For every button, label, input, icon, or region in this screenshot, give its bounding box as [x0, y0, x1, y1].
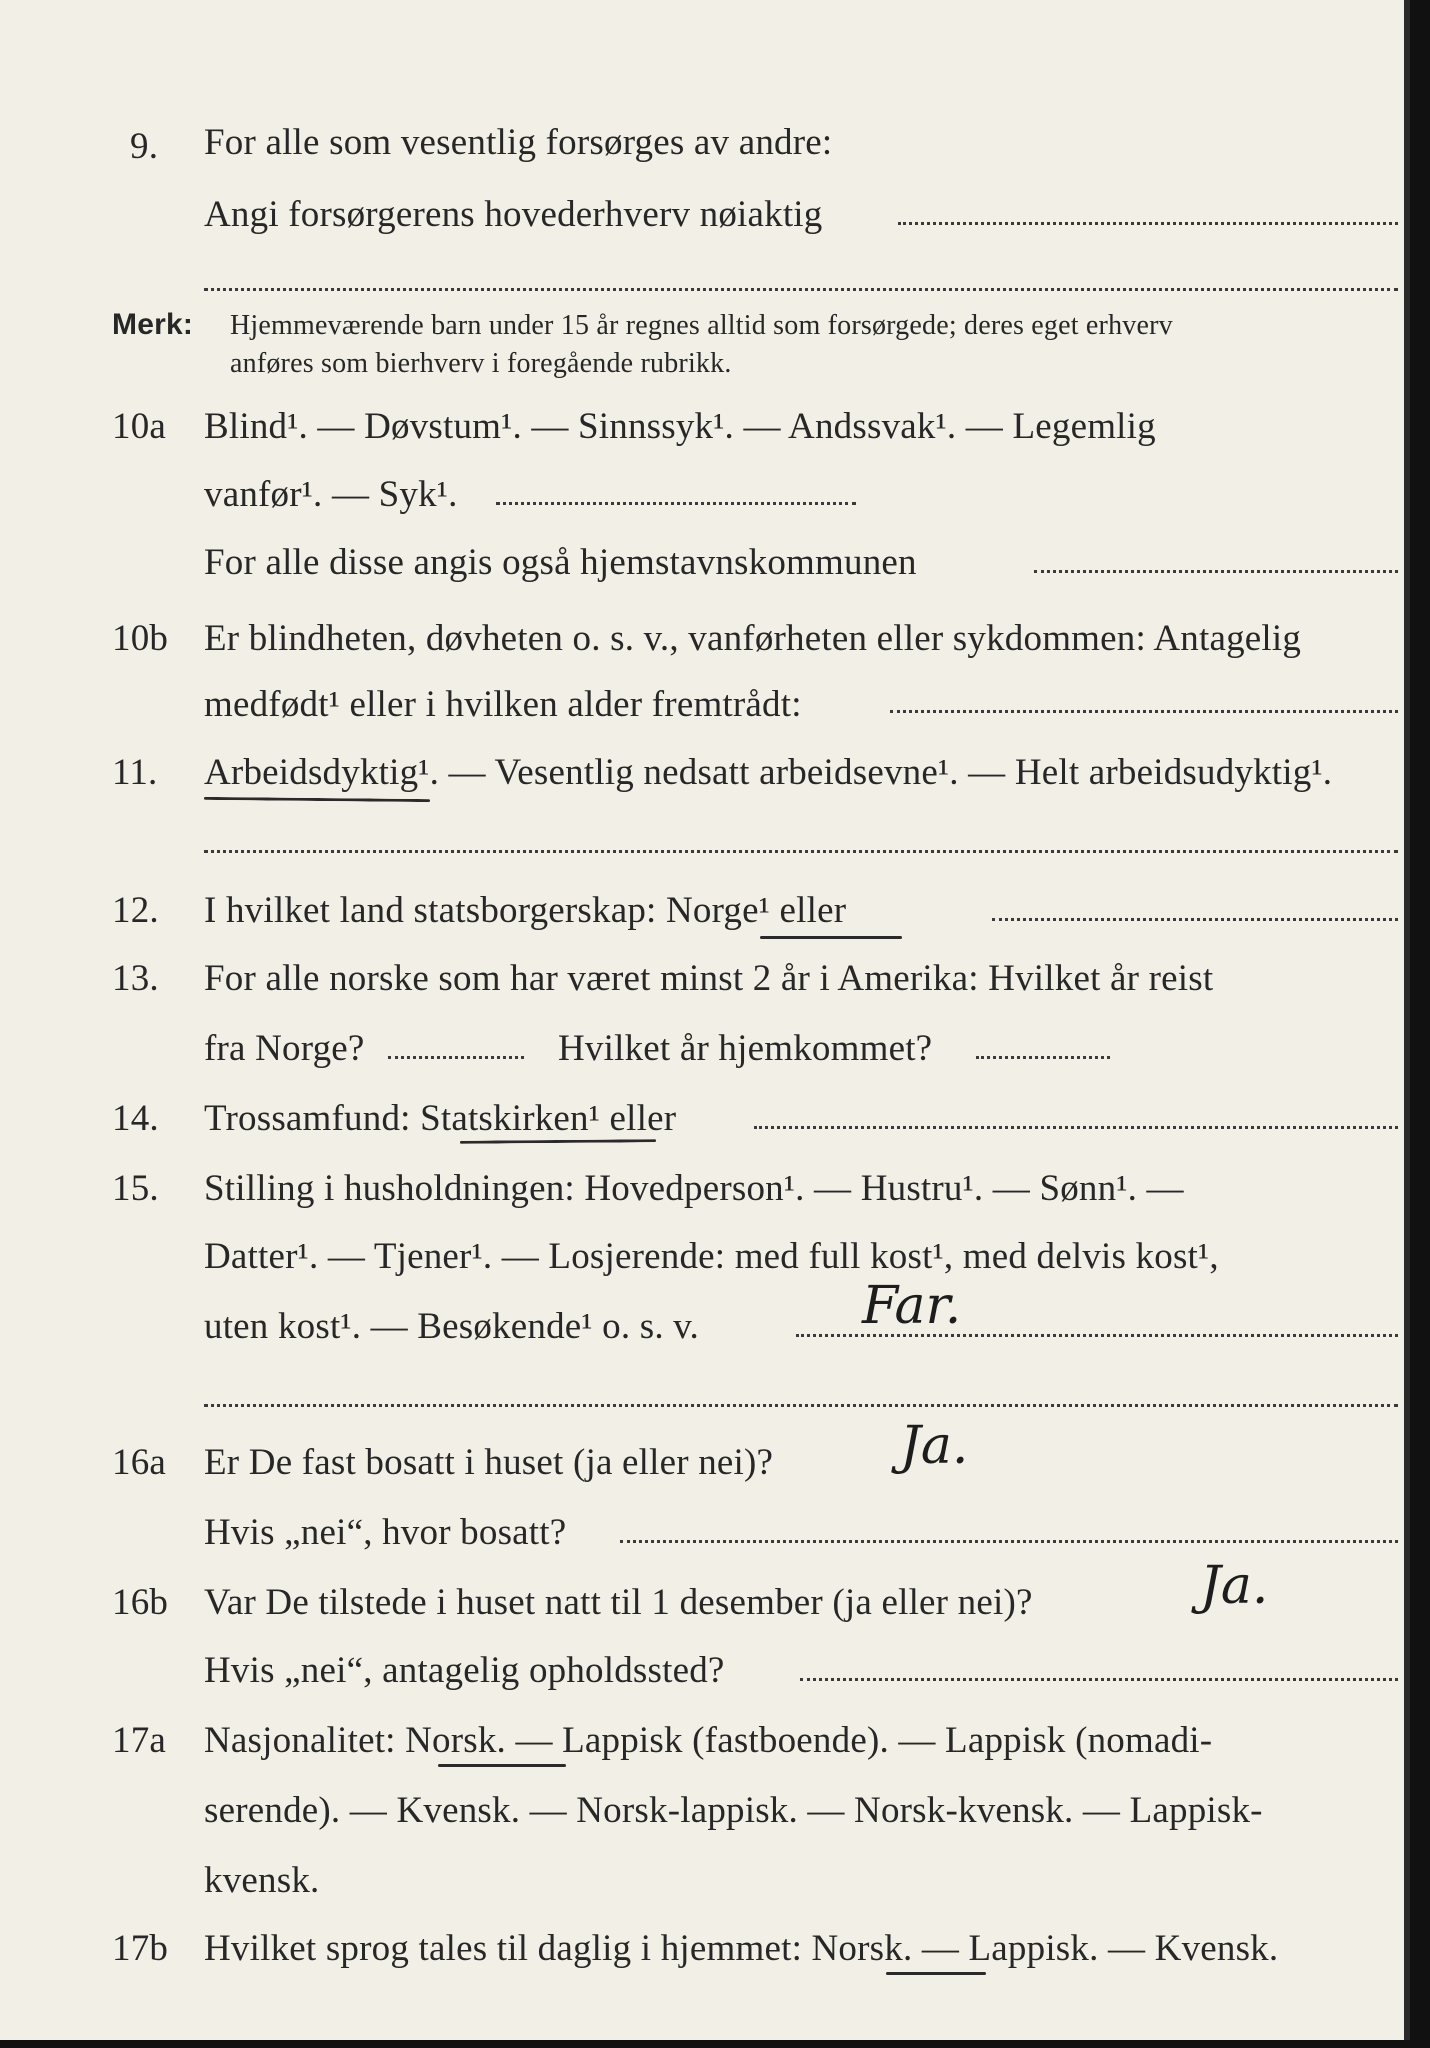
- row-17a-number: 17a: [112, 1720, 167, 1761]
- merk-line1: Hjemmeværende barn under 15 år regnes alltid som forsørgede; deres eget erhverv: [230, 310, 1173, 341]
- row-11-answer-line[interactable]: [204, 850, 1398, 853]
- row-10a-line1: Blind¹. — Døvstum¹. — Sinnssyk¹. — Andssvak¹. — Legemlig: [204, 406, 1156, 447]
- row-10a-answer-line[interactable]: [496, 502, 856, 505]
- row-9-number: 9.: [130, 126, 159, 167]
- row-11-underline-arbeidsdyktig: [204, 797, 430, 802]
- row-12-answer-line[interactable]: [992, 918, 1398, 921]
- row-15-line2: Datter¹. — Tjener¹. — Losjerende: med full kost¹, med delvis kost¹,: [204, 1236, 1219, 1277]
- row-13-number: 13.: [112, 958, 159, 999]
- row-14-line1: Trossamfund: Statskirken¹ eller: [204, 1098, 677, 1139]
- row-10b-answer-line[interactable]: [890, 710, 1398, 713]
- row-15-number: 15.: [112, 1168, 159, 1209]
- row-16a-handwritten-answer: Ja.: [900, 1416, 969, 1476]
- row-16b-handwritten-answer: Ja.: [1200, 1556, 1269, 1616]
- row-16b-answer-line[interactable]: [800, 1678, 1398, 1681]
- row-14-underline-statskirken: [460, 1139, 656, 1144]
- row-10a-line3: For alle disse angis også hjemstavnskommunen: [204, 542, 917, 583]
- row-16b-line1: Var De tilstede i huset natt til 1 desember (ja eller nei)?: [204, 1582, 1033, 1623]
- row-12-line1: I hvilket land statsborgerskap: Norge¹ eller: [204, 890, 847, 931]
- row-13-year-returned-line[interactable]: [976, 1056, 1110, 1059]
- row-10a-municipality-line[interactable]: [1034, 570, 1398, 573]
- row-11-line1: Arbeidsdyktig¹. — Vesentlig nedsatt arbeidsevne¹. — Helt arbeidsudyktig¹.: [204, 752, 1333, 793]
- row-16a-answer-line[interactable]: [620, 1540, 1398, 1543]
- merk-label: Merk:: [112, 308, 194, 341]
- row-16a-line2: Hvis „nei“, hvor bosatt?: [204, 1512, 567, 1553]
- row-15-line3: uten kost¹. — Besøkende¹ o. s. v.: [204, 1306, 700, 1347]
- row-16b-number: 16b: [112, 1582, 169, 1623]
- row-9-answer-line-2[interactable]: [204, 288, 1398, 291]
- row-15-line1: Stilling i husholdningen: Hovedperson¹. — Hustru¹. — Sønn¹. —: [204, 1168, 1184, 1209]
- row-17a-underline-norsk: [438, 1764, 566, 1767]
- row-14-answer-line[interactable]: [754, 1126, 1398, 1129]
- row-9-answer-line[interactable]: [898, 222, 1398, 225]
- row-16a-line1: Er De fast bosatt i huset (ja eller nei)?: [204, 1442, 774, 1483]
- row-17a-line1: Nasjonalitet: Norsk. — Lappisk (fastboende). — Lappisk (nomadi-: [204, 1720, 1213, 1761]
- row-9-line2: Angi forsørgerens hovederhverv nøiaktig: [204, 194, 823, 235]
- row-9-line1: For alle som vesentlig forsørges av andre:: [204, 122, 833, 163]
- row-17b-underline-norsk: [886, 1972, 986, 1975]
- row-10a-number: 10a: [112, 406, 167, 447]
- row-17a-line2: serende). — Kvensk. — Norsk-lappisk. — Norsk-kvensk. — Lappisk-: [204, 1790, 1263, 1831]
- row-12-number: 12.: [112, 890, 159, 931]
- row-14-number: 14.: [112, 1098, 159, 1139]
- row-10b-line1: Er blindheten, døvheten o. s. v., vanførheten eller sykdommen: Antagelig: [204, 618, 1302, 659]
- row-16b-line2: Hvis „nei“, antagelig opholdssted?: [204, 1650, 725, 1691]
- row-10b-line2: medfødt¹ eller i hvilken alder fremtrådt:: [204, 684, 802, 725]
- row-11-number: 11.: [112, 752, 158, 793]
- row-10b-number: 10b: [112, 618, 169, 659]
- row-16a-number: 16a: [112, 1442, 167, 1483]
- row-15-handwritten-answer: Far.: [862, 1276, 962, 1336]
- row-13-line2b: Hvilket år hjemkommet?: [558, 1028, 933, 1069]
- row-15-answer-line-2[interactable]: [204, 1404, 1398, 1407]
- row-13-line1: For alle norske som har været minst 2 år i Amerika: Hvilket år reist: [204, 958, 1214, 999]
- row-10a-line2: vanfør¹. — Syk¹.: [204, 474, 458, 515]
- row-12-underline-norge: [760, 936, 902, 939]
- merk-line2: anføres som bierhverv i foregående rubrikk.: [230, 348, 732, 379]
- row-17a-line3: kvensk.: [204, 1860, 320, 1901]
- row-17b-number: 17b: [112, 1928, 169, 1969]
- row-13-line2a: fra Norge?: [204, 1028, 365, 1069]
- row-17b-line1: Hvilket sprog tales til daglig i hjemmet: Norsk. — Lappisk. — Kvensk.: [204, 1928, 1279, 1969]
- row-13-year-left-line[interactable]: [388, 1056, 524, 1059]
